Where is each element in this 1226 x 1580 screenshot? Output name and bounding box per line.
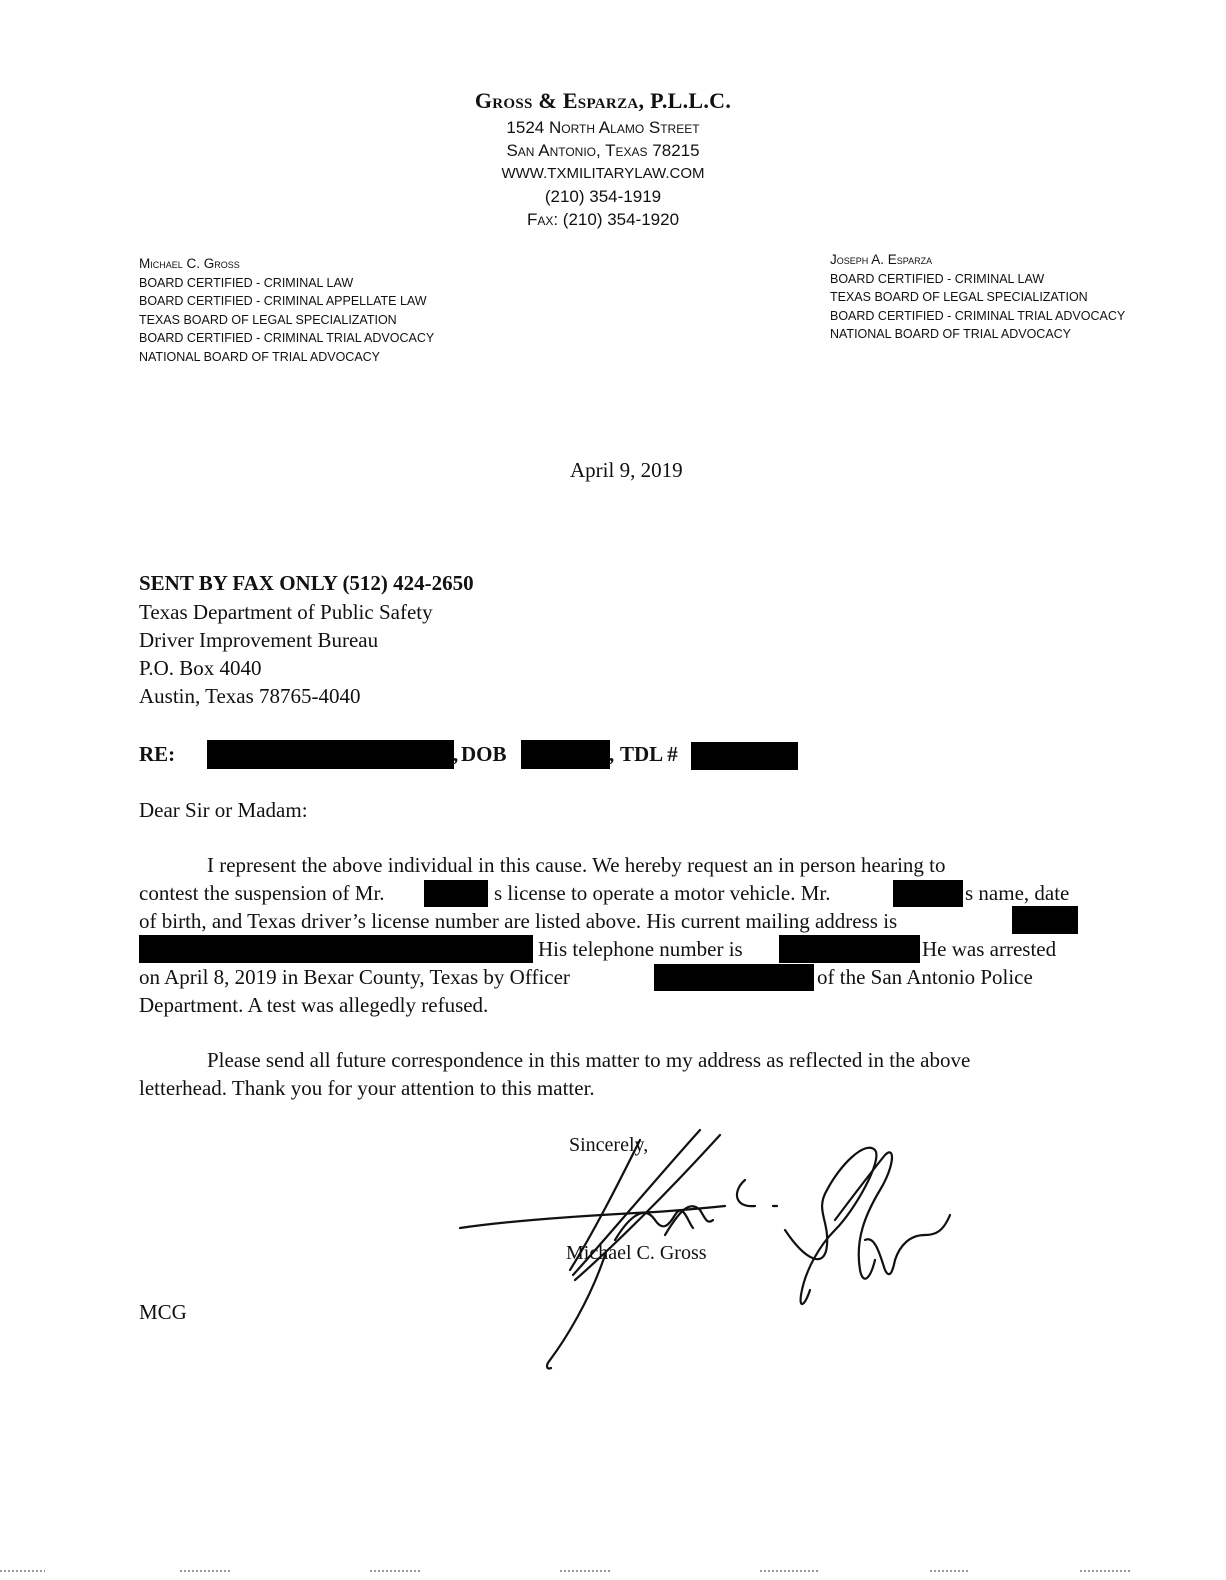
paragraph-1-line: He was arrested (922, 937, 1057, 961)
paragraph-1-line: s name, date (965, 881, 1070, 905)
paragraph-1-line: Department. A test was allegedly refused. (139, 993, 489, 1017)
paragraph-1-line: His telephone number is (538, 937, 743, 961)
recipient-line: Texas Department of Public Safety (139, 600, 433, 624)
attorney-left-credential: BOARD CERTIFIED - CRIMINAL TRIAL ADVOCACY (139, 331, 435, 345)
attorney-left-credential: TEXAS BOARD OF LEGAL SPECIALIZATION (139, 312, 397, 327)
attorney-left-credential: NATIONAL BOARD OF TRIAL ADVOCACY (139, 349, 381, 364)
paragraph-2-line: letterhead. Thank you for your attention to this matter. (139, 1076, 595, 1100)
signer-name: Michael C. Gross (566, 1242, 707, 1264)
re-dob-label: DOB (461, 742, 507, 766)
firm-city: San Antonio, Texas 78215 (506, 141, 700, 160)
redacted-address (1012, 906, 1078, 934)
firm-fax: Fax: (210) 354-1920 (526, 210, 680, 229)
redacted-name (207, 740, 454, 769)
recipient-line: Driver Improvement Bureau (139, 628, 379, 652)
paragraph-1-line: of birth, and Texas driver’s license number are listed above. His current mailing address is (139, 909, 898, 933)
firm-website: WWW.TXMILITARYLAW.COM (501, 165, 705, 182)
sent-by-fax: SENT BY FAX ONLY (512) 424-2650 (139, 571, 474, 595)
typist-initials: MCG (139, 1300, 187, 1324)
paragraph-1-line: s license to operate a motor vehicle. Mr. (494, 881, 831, 905)
closing: Sincerely, (569, 1134, 649, 1156)
letter-date: April 9, 2019 (570, 458, 683, 482)
paragraph-1-line: I represent the above individual in this cause. We hereby request an in person hearing to (207, 853, 946, 877)
recipient-line: Austin, Texas 78765-4040 (139, 684, 361, 708)
recipient-line: P.O. Box 4040 (139, 656, 262, 680)
attorney-right-credential: BOARD CERTIFIED - CRIMINAL TRIAL ADVOCACY (830, 308, 1126, 323)
paragraph-1-line: of the San Antonio Police (817, 965, 1033, 989)
attorney-right-block (830, 251, 1125, 344)
firm-name: Gross & Esparza, P.L.L.C. (474, 88, 732, 113)
re-comma: , (609, 742, 615, 766)
attorney-left-credential: BOARD CERTIFIED - CRIMINAL APPELLATE LAW (139, 294, 427, 308)
firm-street: 1524 North Alamo Street (506, 118, 700, 137)
paragraph-1-line: on April 8, 2019 in Bexar County, Texas by Officer (139, 965, 570, 989)
handwritten-signature (455, 1120, 955, 1370)
salutation: Dear Sir or Madam: (139, 798, 308, 822)
paragraph-1-line: contest the suspension of Mr. (139, 881, 385, 905)
firm-phone: (210) 354-1919 (544, 187, 662, 206)
re-comma: , (453, 742, 459, 766)
attorney-right-name: Joseph A. Esparza (830, 252, 933, 267)
attorney-right-credential: BOARD CERTIFIED - CRIMINAL LAW (830, 271, 1045, 286)
redacted-phone (779, 935, 920, 963)
attorney-right-credential: TEXAS BOARD OF LEGAL SPECIALIZATION (830, 290, 1088, 304)
redacted-dob (521, 740, 610, 769)
attorney-left-credential: BOARD CERTIFIED - CRIMINAL LAW (139, 275, 354, 290)
attorney-left-name: Michael C. Gross (139, 256, 240, 271)
attorney-right-credential: NATIONAL BOARD OF TRIAL ADVOCACY (830, 327, 1072, 341)
redacted-tdl (691, 742, 798, 770)
scan-edge-artifacts (0, 1565, 1226, 1575)
redacted-surname (893, 880, 963, 907)
re-tdl-label: TDL # (620, 742, 678, 766)
paragraph-2-line: Please send all future correspondence in this matter to my address as reflected in the above (207, 1048, 971, 1072)
attorney-left-block (139, 255, 434, 366)
re-label: RE: (139, 742, 176, 766)
redacted-address (139, 935, 533, 963)
redacted-surname (424, 880, 488, 907)
redacted-officer (654, 964, 814, 991)
